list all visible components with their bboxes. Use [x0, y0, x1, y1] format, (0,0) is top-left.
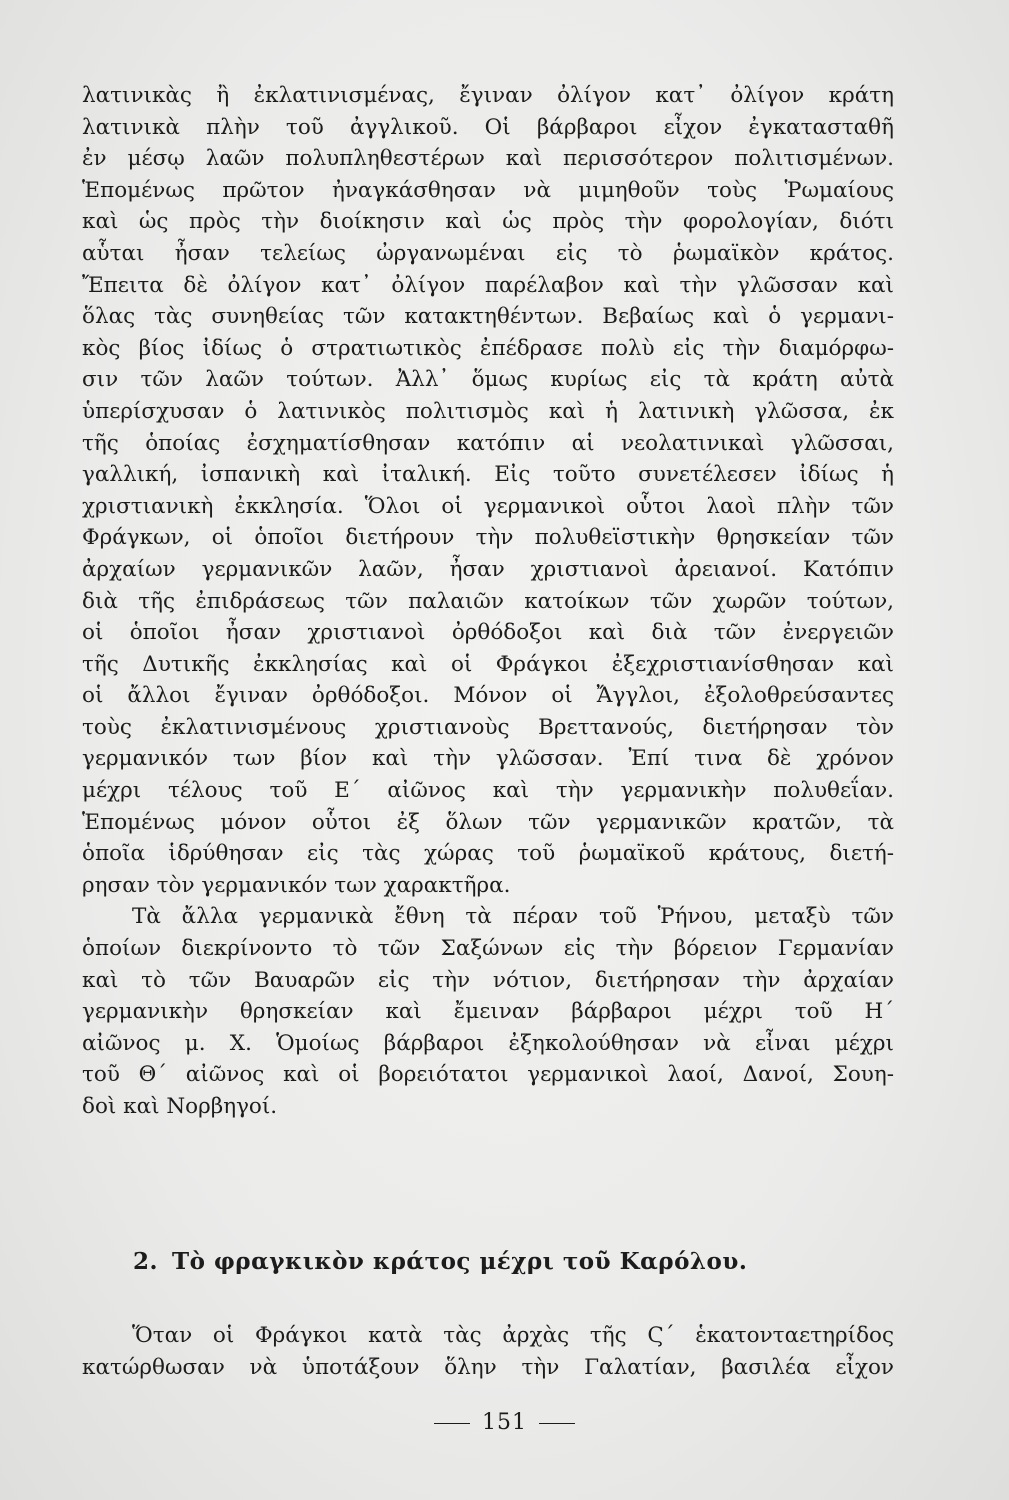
text-line: οἱ ὁποῖοι ἦσαν χριστιανοὶ ὀρθόδοξοι καὶ διὰ τῶν ἐνεργειῶν — [82, 620, 894, 646]
page-footer — [0, 1410, 1009, 1435]
footer-dash-right — [539, 1423, 575, 1424]
text-line: αἰῶνος μ. Χ. Ὁμοίως βάρβαροι ἐξηκολούθησαν νὰ εἶναι μέχρι — [82, 1030, 894, 1056]
text-line: Ἑπομένως μόνον οὗτοι ἐξ ὅλων τῶν γερμανικῶν κρατῶν, τὰ — [82, 809, 894, 835]
text-line: λατινικὰς ἢ ἐκλατινισμένας, ἔγιναν ὀλίγον κατ᾽ ὀλίγον κράτη — [82, 83, 894, 108]
text-line: δοὶ καὶ Νορβηγοί. — [82, 1094, 278, 1119]
text-line: αὗται ἦσαν τελείως ὠργανωμέναι εἰς τὸ ῥωμαϊκὸν κράτος. — [82, 240, 894, 266]
text-line: τῆς Δυτικῆς ἐκκλησίας καὶ οἱ Φράγκοι ἐξεχριστιανίσθησαν καὶ — [82, 651, 894, 677]
body-text — [82, 80, 894, 1123]
text-line: ἀρχαίων γερμανικῶν λαῶν, ἦσαν χριστιανοὶ ἀρειανοί. Κατόπιν — [82, 556, 894, 582]
text-line: γαλλική, ἰσπανικὴ καὶ ἰταλική. Εἰς τοῦτο συνετέλεσεν ἰδίως ἡ — [82, 462, 894, 488]
text-line: ρησαν τὸν γερμανικόν των χαρακτῆρα. — [82, 872, 511, 898]
text-line: οἱ ἄλλοι ἔγιναν ὀρθόδοξοι. Μόνον οἱ Ἄγγλοι, ἐξολοθρεύσαντες — [82, 683, 894, 709]
text-line: Ἑπομένως πρῶτον ἠναγκάσθησαν νὰ μιμηθοῦν τοὺς Ῥωμαίους — [82, 177, 894, 203]
text-line: ὅλας τὰς συνηθείας τῶν κατακτηθέντων. Βεβαίως καὶ ὁ γερμανι- — [82, 304, 894, 330]
text-line: καὶ τὸ τῶν Βαυαρῶν εἰς τὴν νότιον, διετήρησαν τὴν ἀρχαίαν — [82, 967, 894, 993]
text-line: Ὅταν οἱ Φράγκοι κατὰ τὰς ἀρχὰς τῆς Ϛ΄ ἑκατονταετηρίδος — [132, 1323, 894, 1348]
text-line: ὁποῖα ἱδρύθησαν εἰς τὰς χώρας τοῦ ῥωμαϊκοῦ κράτους, διετή- — [82, 841, 894, 867]
page-number: 151 — [482, 1410, 527, 1435]
text-line: Τὰ ἄλλα γερμανικὰ ἔθνη τὰ πέραν τοῦ Ῥήνου, μεταξὺ τῶν — [132, 904, 894, 930]
text-line: γερμανικόν των βίον καὶ τὴν γλῶσσαν. Ἐπί τινα δὲ χρόνον — [82, 746, 894, 772]
text-line: διὰ τῆς ἐπιδράσεως τῶν παλαιῶν κατοίκων τῶν χωρῶν τούτων, — [82, 588, 894, 614]
text-line: γερμανικὴν θρησκείαν καὶ ἔμειναν βάρβαροι μέχρι τοῦ Η΄ — [82, 999, 894, 1025]
text-line: λατινικὰ πλὴν τοῦ ἀγγλικοῦ. Οἱ βάρβαροι εἶχον ἐγκατασταθῆ — [82, 114, 894, 140]
text-line: καὶ ὡς πρὸς τὴν διοίκησιν καὶ ὡς πρὸς τὴν φορολογίαν, διότι — [82, 209, 894, 235]
text-line: τοὺς ἐκλατινισμένους χριστιανοὺς Βρεττανούς, διετήρησαν τὸν — [82, 714, 894, 740]
text-line: κὸς βίος ἰδίως ὁ στρατιωτικὸς ἐπέδρασε πολὺ εἰς τὴν διαμόρφω- — [82, 335, 894, 361]
text-line: σιν τῶν λαῶν τούτων. Ἀλλ᾽ ὅμως κυρίως εἰς τὰ κράτη αὐτὰ — [82, 367, 894, 393]
text-line: ὑπερίσχυσαν ὁ λατινικὸς πολιτισμὸς καὶ ἡ λατινικὴ γλῶσσα, ἐκ — [82, 398, 894, 424]
text-line: Φράγκων, οἱ ὁποῖοι διετήρουν τὴν πολυθεϊστικὴν θρησκείαν τῶν — [82, 525, 894, 551]
text-line: τῆς ὁποίας ἐσχηματίσθησαν κατόπιν αἱ νεολατινικαὶ γλῶσσαι, — [82, 430, 894, 456]
text-line: ἐν μέσῳ λαῶν πολυπληθεστέρων καὶ περισσότερον πολιτισμένων. — [82, 146, 894, 172]
text-line: ὁποίων διεκρίνοντο τὸ τῶν Σαξώνων εἰς τὴν βόρειον Γερμανίαν — [82, 936, 894, 962]
text-line: κατώρθωσαν νὰ ὑποτάξουν ὅλην τὴν Γαλατίαν, βασιλέα εἶχον — [82, 1354, 894, 1380]
footer-dash-left — [434, 1423, 470, 1424]
section-title: Τὸ φραγκικὸν κράτος μέχρι τοῦ Καρόλου. — [172, 1248, 748, 1275]
text-line: μέχρι τέλους τοῦ Ε΄ αἰῶνος καὶ τὴν γερμανικὴν πολυθεΐαν. — [82, 778, 894, 804]
section-heading — [133, 1248, 747, 1275]
section-text — [82, 1320, 894, 1383]
text-line: Ἔπειτα δὲ ὀλίγον κατ᾽ ὀλίγον παρέλαβον καὶ τὴν γλῶσσαν καὶ — [82, 272, 894, 298]
text-line: τοῦ Θ΄ αἰῶνος καὶ οἱ βορειότατοι γερμανικοὶ λαοί, Δανοί, Σουη- — [82, 1062, 894, 1088]
text-line: χριστιανικὴ ἐκκλησία. Ὅλοι οἱ γερμανικοὶ οὗτοι λαοὶ πλὴν τῶν — [82, 493, 894, 519]
section-number: 2. — [133, 1248, 159, 1275]
